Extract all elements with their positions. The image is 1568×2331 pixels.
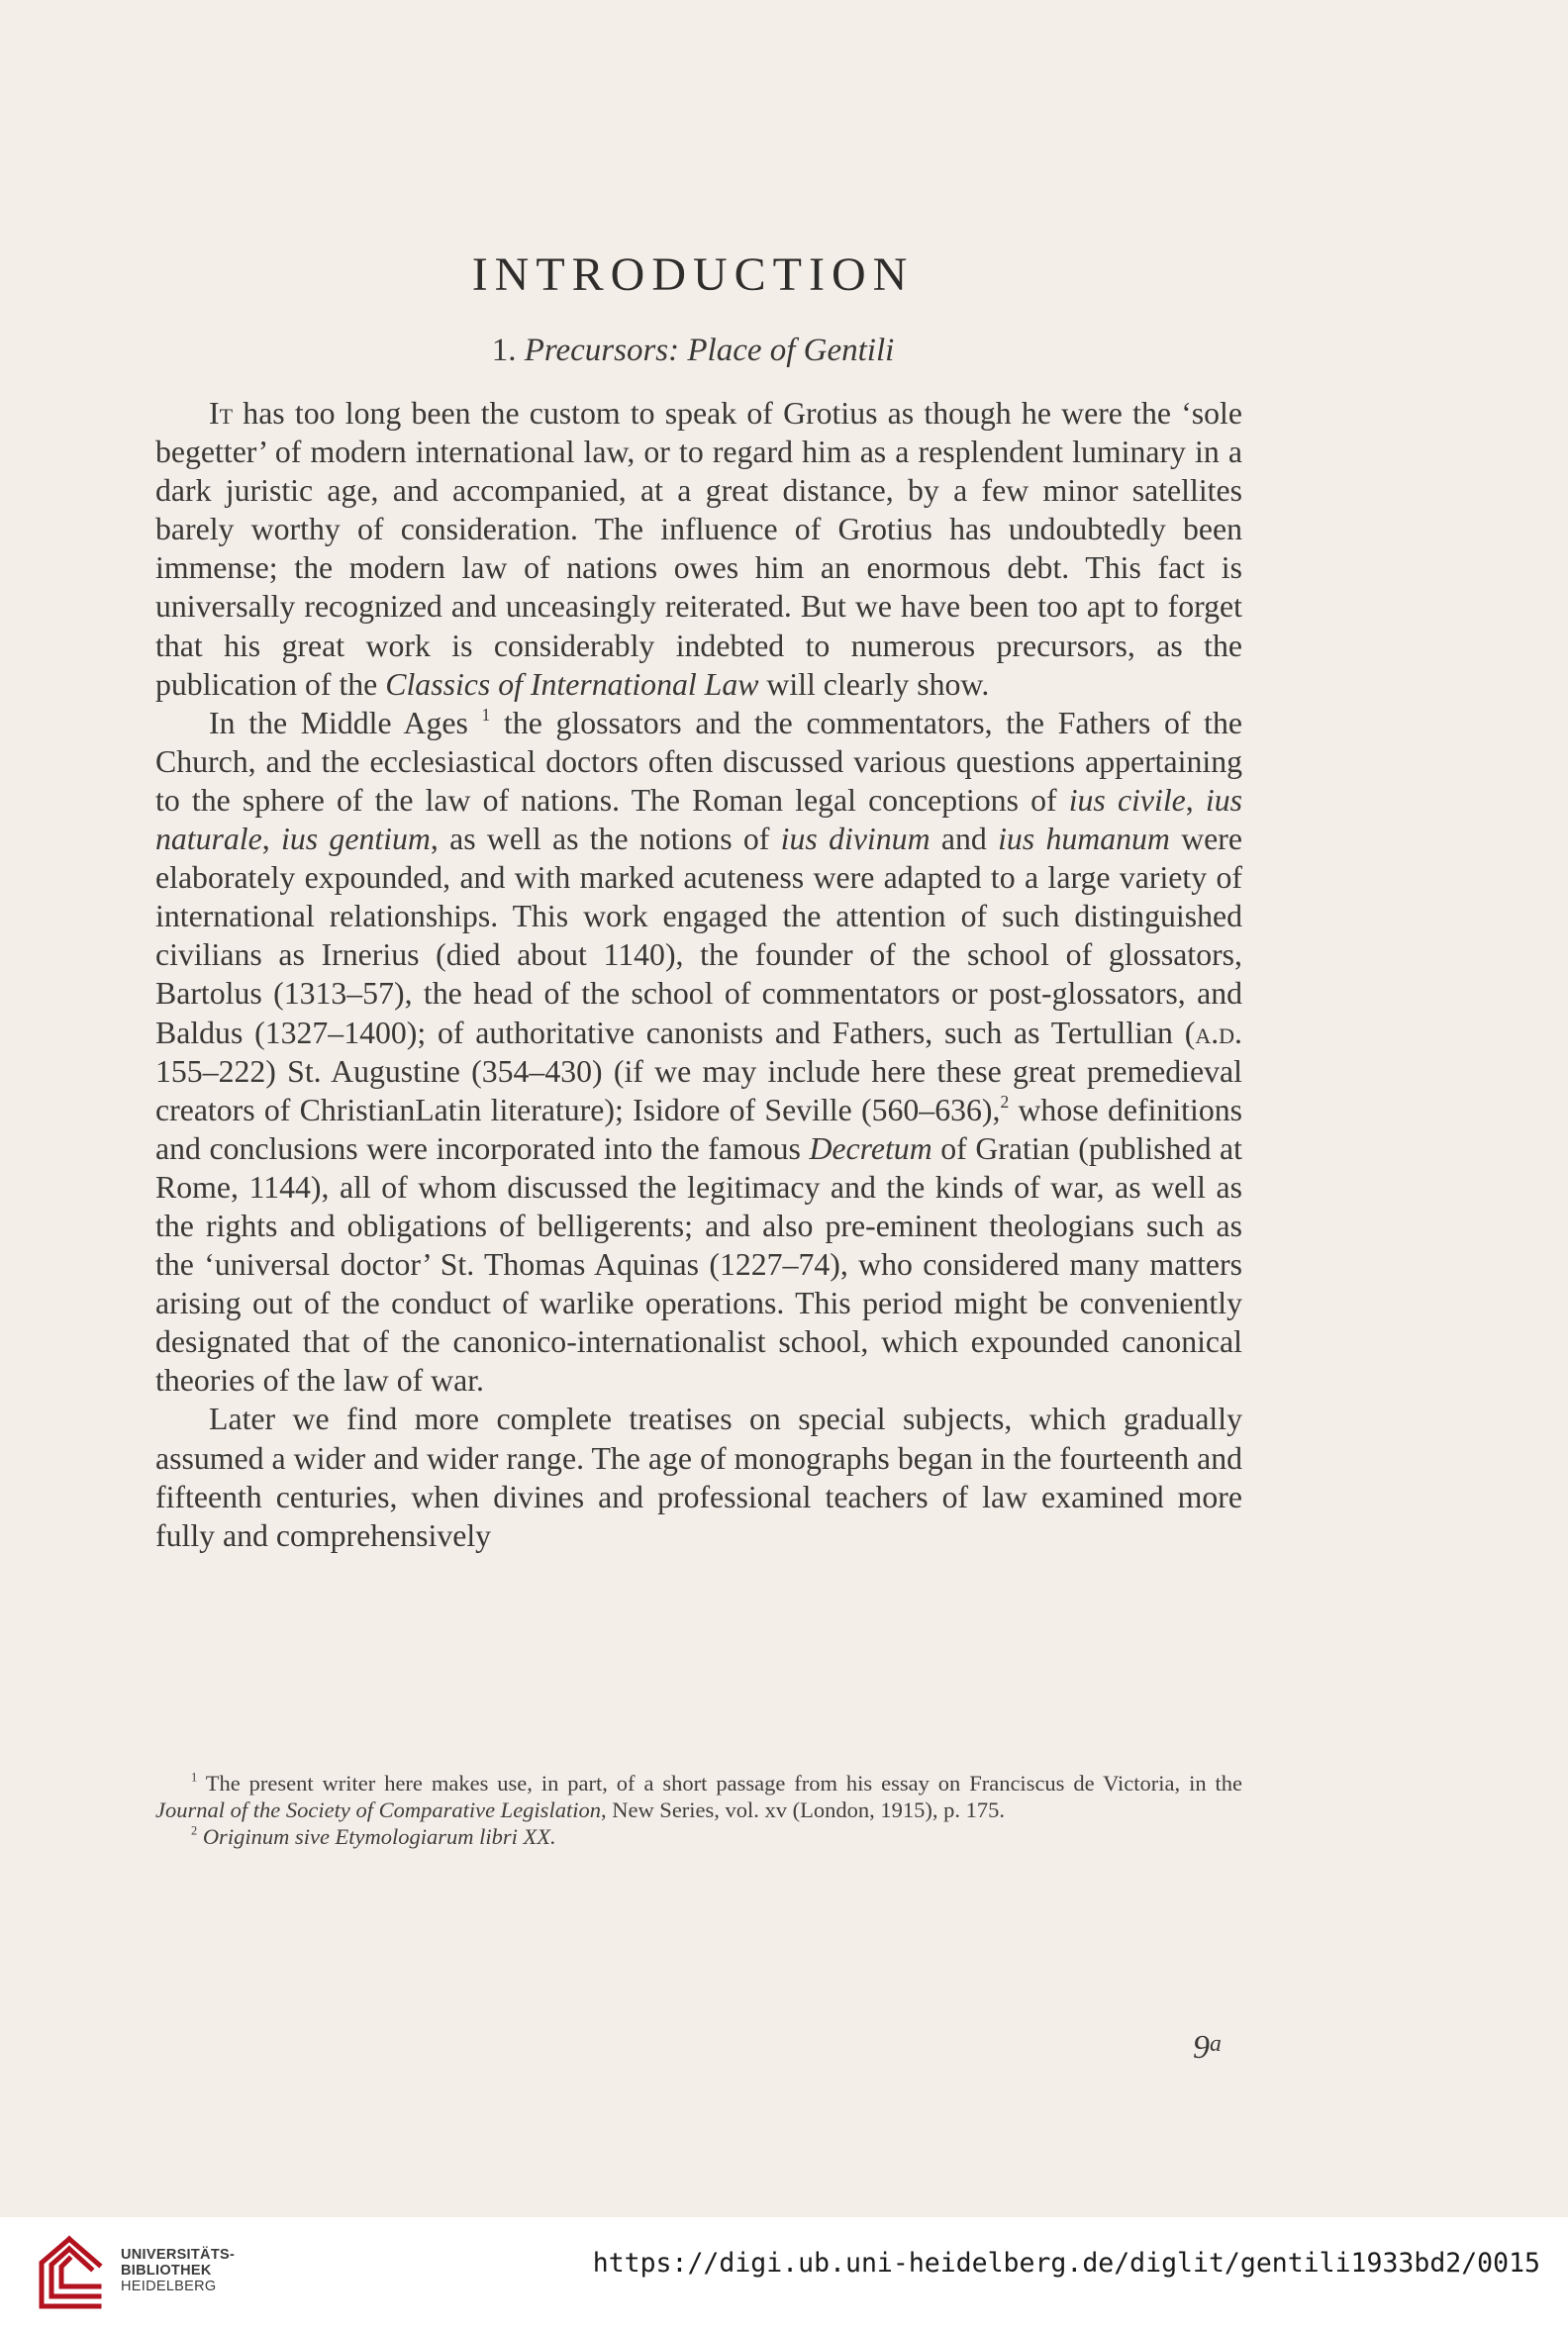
library-line-3: HEIDELBERG [121,2279,217,2294]
footnote-1: $^1$ The present writer here makes use, in part, of a short passage from his essay on Franciscus de Victoria, in the Journal of the Society of Comparative Legislation, New Series, vol. xv (London, 1915), p. 175. [155,1770,1242,1822]
library-line-1: UNIVERSITÄTS- [121,2247,236,2263]
paragraph-2: In the Middle Ages $^1$ the glossators and the commentators, the Fathers of the Church, and the ecclesiastical doctors often discussed various questions appertaining to the sphere of the law of nations. The Roman legal conceptions of ius civile, ius naturale, ius gentium, as well as the notions of ius divinum and ius humanum were elaborately expounded, and with marked acuteness were adapted to a large variety of international relationships. This work engaged the attention of such distinguished civilians as Irnerius (died about 1140), the founder of the school of glossators, Bartolus (1313–57), the head of the school of commentators or post-glossators, and Baldus (1327–1400); of authoritative canonists and Fathers, such as Tertullian (a.d. 155–222) St. Augustine (354–430) (if we may include here these great premedieval creators of ChristianLatin literature); Isidore of Seville (560–636),$^2$ whose definitions and conclusions were incorporated into the famous Decretum of Gratian (published at Rome, 1144), all of whom discussed the legitimacy and the kinds of war, as well as the rights and obligations of belligerents; and also pre-eminent theologians such as the ‘universal doctor’ St. Thomas Aquinas (1227–74), who considered many matters arising out of the conduct of warlike operations. This period might be conveniently designated that of the canonico-internationalist school, which expounded canonical theories of the law of war. [155,704,1243,1399]
library-name [121,2247,235,2294]
paragraph-1: It has too long been the custom to speak of Grotius as though he were the ‘sole begetter’ of modern international law, or to regard him as a resplendent luminary in a dark juristic age, and accompanied, at a great distance, by a few minor satellites barely worthy of consideration. The influence of Grotius has undoubtedly been immense; the modern law of nations owes him an enormous debt. This fact is universally recognized and unceasingly reiterated. But we have been too apt to forget that his great work is considerably indebted to numerous precursors, as the publication of the Classics of International Law will clearly show. [155,396,1242,702]
document-url-link[interactable]: https://digi.ub.uni-heidelberg.de/diglit/gentili1933bd2/0015 [592,2248,1540,2279]
paragraph-3: Later we find more complete treatises on special subjects, which gradually assumed a wider and wider range. The age of monographs began in the fourteenth and fifteenth centuries, when divines and professional teachers of law examined more fully and comprehensively [155,1402,1242,1553]
viewer-footer-bar [0,2217,1568,2331]
library-line-2: BIBLIOTHEK [121,2263,212,2279]
footnotes [155,1770,1242,1850]
section-heading [0,333,1386,369]
section-number: 1. [491,333,517,368]
university-library-logo-icon [30,2233,109,2312]
signature-letter: a [1210,2030,1222,2057]
page-title: INTRODUCTION [471,248,915,301]
signature-number: 9 [1193,2029,1210,2066]
footnote-2: $^2$ Originum sive Etymologiarum libri XX. [191,1823,556,1849]
section-title: Precursors: Place of Gentili [524,333,895,368]
body-text [155,394,1242,1555]
page-signature [1193,2029,1222,2067]
